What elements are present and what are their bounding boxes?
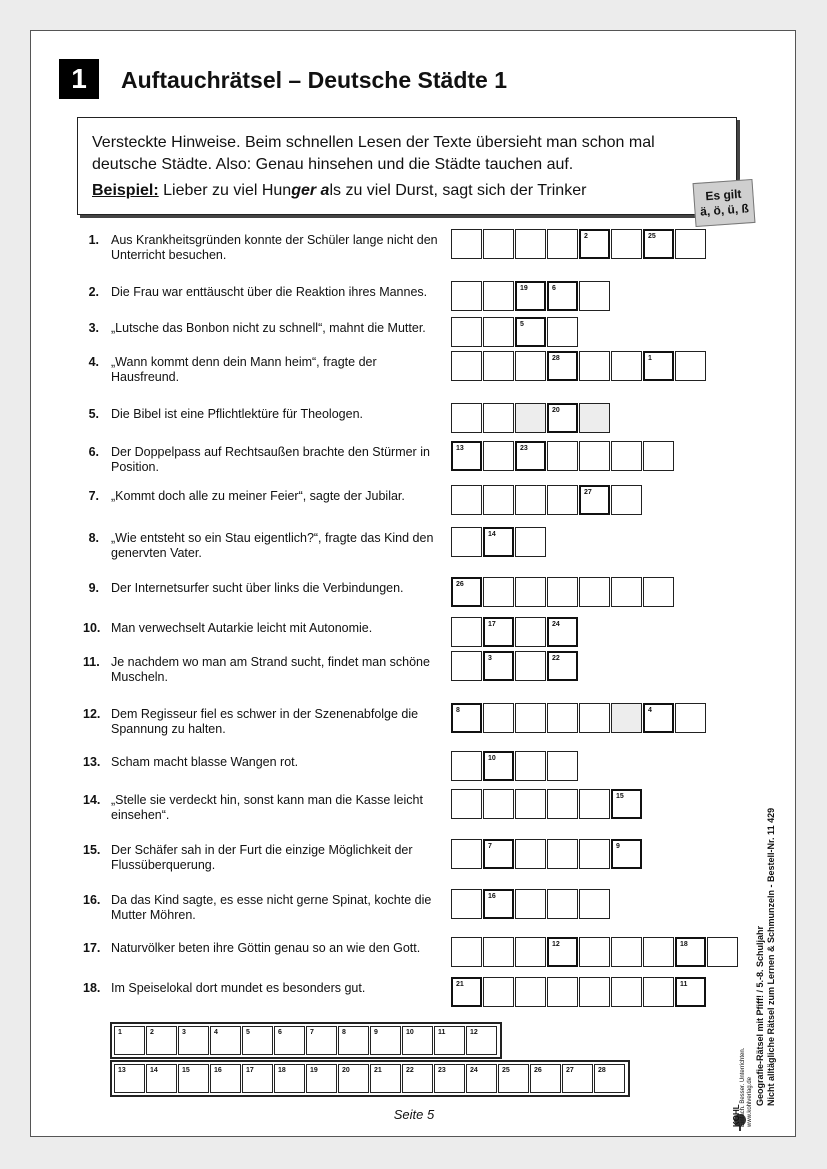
solution-box[interactable] (242, 1064, 273, 1093)
answer-boxes (451, 351, 707, 381)
solution-box-number: 23 (438, 1067, 446, 1074)
answer-box[interactable] (579, 229, 610, 259)
solution-box-number: 18 (278, 1067, 286, 1074)
answer-box[interactable] (579, 403, 610, 433)
riddle-row (31, 793, 797, 827)
answer-boxes (451, 485, 643, 515)
riddle-number: 8. (88, 531, 99, 545)
answer-box[interactable] (579, 351, 610, 381)
solution-box[interactable] (274, 1026, 305, 1055)
answer-box[interactable] (611, 351, 642, 381)
solution-box-number: 2 (150, 1029, 154, 1036)
answer-box[interactable] (579, 839, 610, 869)
solution-box[interactable] (306, 1064, 337, 1093)
solution-box[interactable] (274, 1064, 305, 1093)
answer-box[interactable] (451, 281, 482, 311)
answer-box[interactable] (611, 441, 642, 471)
answer-box[interactable] (515, 651, 546, 681)
example-text-start: Lieber zu viel Hun (158, 182, 292, 199)
answer-box[interactable] (579, 889, 610, 919)
solution-box-number: 25 (502, 1067, 510, 1074)
answer-box-number: 7 (488, 843, 492, 850)
answer-boxes (451, 617, 579, 647)
solution-box-number: 24 (470, 1067, 478, 1074)
answer-box-number: 3 (488, 655, 492, 662)
answer-boxes (451, 281, 611, 311)
answer-box[interactable] (483, 281, 514, 311)
solution-box[interactable] (114, 1064, 145, 1093)
riddle-row (31, 893, 797, 927)
answer-box-number: 2 (584, 233, 588, 240)
answer-boxes (451, 441, 675, 471)
riddle-number: 7. (88, 489, 99, 503)
solution-box[interactable] (306, 1026, 337, 1055)
riddle-number: 17. (83, 941, 101, 955)
answer-box[interactable] (451, 617, 482, 647)
riddle-row (31, 285, 797, 319)
solution-box-number: 1 (118, 1029, 122, 1036)
answer-box[interactable] (643, 937, 674, 967)
solution-box[interactable] (178, 1026, 209, 1055)
answer-box[interactable] (451, 751, 482, 781)
answer-box-number: 9 (616, 843, 620, 850)
solution-box[interactable] (466, 1064, 497, 1093)
example-line (92, 182, 586, 200)
riddle-sentence: Die Frau war enttäuscht über die Reaktion ihres Mannes. (111, 285, 428, 299)
answer-box[interactable] (451, 839, 482, 869)
answer-box[interactable] (579, 485, 610, 515)
riddle-row (31, 355, 797, 389)
answer-box[interactable] (611, 977, 642, 1007)
solution-box[interactable] (338, 1064, 369, 1093)
solution-box-number: 13 (118, 1067, 126, 1074)
solution-row-2 (110, 1060, 630, 1097)
answer-box[interactable] (675, 977, 706, 1007)
answer-box[interactable] (451, 441, 482, 471)
riddle-sentence: Die Bibel ist eine Pflichtlektüre für Theologen. (111, 407, 363, 421)
answer-box[interactable] (547, 281, 578, 311)
solution-box-number: 19 (310, 1067, 318, 1074)
answer-box[interactable] (547, 403, 578, 433)
solution-box[interactable] (562, 1064, 593, 1093)
answer-box[interactable] (579, 977, 610, 1007)
answer-box[interactable] (515, 789, 546, 819)
answer-box[interactable] (483, 351, 514, 381)
answer-box[interactable] (547, 751, 578, 781)
riddle-number: 4. (88, 355, 99, 369)
riddle-row (31, 445, 797, 479)
answer-box[interactable] (675, 703, 706, 733)
solution-box[interactable] (466, 1026, 497, 1055)
answer-box-number: 12 (552, 941, 560, 948)
solution-box[interactable] (402, 1026, 433, 1055)
sidebar-line-1: Geografie-Rätsel mit Pfiff! / 5.-8. Schuljahr (755, 925, 765, 1106)
riddle-sentence: „Kommt doch alle zu meiner Feier“, sagte der Jubilar. (111, 489, 405, 503)
page-number: Seite 5 (393, 1107, 435, 1122)
answer-box-number: 8 (456, 707, 460, 714)
solution-box[interactable] (402, 1064, 433, 1093)
answer-box-number: 17 (488, 621, 496, 628)
publisher-name: KOHL (732, 1104, 741, 1127)
riddle-number: 11. (83, 655, 100, 669)
answer-box[interactable] (611, 485, 642, 515)
solution-box[interactable] (434, 1026, 465, 1055)
answer-boxes (451, 651, 579, 681)
answer-box[interactable] (515, 617, 546, 647)
sidebar-line-2: Nicht alltägliche Rätsel zum Lernen & Schmunzeln - Bestell-Nr. 11 429 (766, 807, 776, 1106)
answer-box[interactable] (675, 351, 706, 381)
solution-box-number: 15 (182, 1067, 190, 1074)
riddle-number: 18. (83, 981, 101, 995)
riddle-sentence: „Stelle sie verdeckt hin, sonst kann man die Kasse leicht einsehen“. (111, 793, 423, 822)
answer-box[interactable] (515, 351, 546, 381)
answer-box[interactable] (483, 403, 514, 433)
answer-box[interactable] (547, 839, 578, 869)
riddle-sentence: Aus Krankheitsgründen konnte der Schüler lange nicht den Unterricht besuchen. (111, 233, 438, 262)
solution-box[interactable] (530, 1064, 561, 1093)
answer-box[interactable] (483, 977, 514, 1007)
answer-box[interactable] (483, 937, 514, 967)
answer-boxes (451, 889, 611, 919)
riddle-row (31, 233, 797, 267)
answer-box[interactable] (451, 703, 482, 733)
answer-box[interactable] (451, 351, 482, 381)
answer-box-number: 13 (456, 445, 464, 452)
answer-box-number: 25 (648, 233, 656, 240)
solution-box-number: 21 (374, 1067, 382, 1074)
answer-box[interactable] (483, 789, 514, 819)
answer-box-number: 15 (616, 793, 624, 800)
answer-box[interactable] (547, 651, 578, 681)
answer-box[interactable] (515, 229, 546, 259)
answer-box-number: 5 (520, 321, 524, 328)
solution-box[interactable] (146, 1064, 177, 1093)
publisher-tagline: Einfach. Besser. Unterrichten. (740, 1047, 746, 1127)
answer-box[interactable] (643, 977, 674, 1007)
answer-box-number: 20 (552, 407, 560, 414)
answer-box[interactable] (515, 839, 546, 869)
solution-box-number: 3 (182, 1029, 186, 1036)
umlaut-note (693, 179, 756, 227)
answer-boxes (451, 527, 547, 557)
answer-box[interactable] (547, 977, 578, 1007)
solution-box-number: 28 (598, 1067, 606, 1074)
answer-box[interactable] (547, 485, 578, 515)
solution-box-number: 7 (310, 1029, 314, 1036)
answer-box[interactable] (643, 577, 674, 607)
solution-box[interactable] (370, 1064, 401, 1093)
answer-box[interactable] (611, 229, 642, 259)
riddle-sentence: „Lutsche das Bonbon nicht zu schnell“, mahnt die Mutter. (111, 321, 426, 335)
solution-box-number: 9 (374, 1029, 378, 1036)
example-highlight: ger a (291, 182, 330, 199)
answer-box[interactable] (451, 577, 482, 607)
worksheet-page (30, 30, 796, 1137)
riddle-row (31, 621, 797, 655)
riddle-row (31, 321, 797, 355)
answer-box-number: 4 (648, 707, 652, 714)
answer-box-number: 16 (488, 893, 496, 900)
solution-box-number: 8 (342, 1029, 346, 1036)
solution-box-number: 10 (406, 1029, 414, 1036)
riddle-sentence: Man verwechselt Autarkie leicht mit Autonomie. (111, 621, 373, 635)
solution-box-number: 6 (278, 1029, 282, 1036)
answer-box[interactable] (515, 577, 546, 607)
riddle-sentence: „Wann kommt denn dein Mann heim“, fragte der Hausfreund. (111, 355, 377, 384)
answer-box[interactable] (451, 977, 482, 1007)
answer-box[interactable] (451, 403, 482, 433)
answer-box[interactable] (483, 527, 514, 557)
answer-boxes (451, 403, 611, 433)
answer-box[interactable] (579, 441, 610, 471)
answer-box[interactable] (643, 351, 674, 381)
publisher-block (733, 1047, 754, 1127)
answer-box[interactable] (451, 485, 482, 515)
answer-box[interactable] (483, 617, 514, 647)
riddle-row (31, 843, 797, 877)
answer-box[interactable] (483, 839, 514, 869)
solution-box-number: 20 (342, 1067, 350, 1074)
solution-box-number: 4 (214, 1029, 218, 1036)
exercise-number-badge: 1 (59, 59, 99, 99)
solution-box[interactable] (114, 1026, 145, 1055)
solution-box-number: 22 (406, 1067, 414, 1074)
answer-box[interactable] (483, 229, 514, 259)
riddle-number: 14. (83, 793, 101, 807)
riddle-number: 9. (88, 581, 99, 595)
answer-box[interactable] (483, 703, 514, 733)
answer-box[interactable] (547, 703, 578, 733)
example-label: Beispiel: (92, 182, 159, 199)
answer-box[interactable] (515, 937, 546, 967)
solution-box-number: 14 (150, 1067, 158, 1074)
answer-box-number: 28 (552, 355, 560, 362)
answer-box[interactable] (611, 577, 642, 607)
answer-box-number: 1 (648, 355, 652, 362)
solution-row-1 (110, 1022, 502, 1059)
answer-box-number: 21 (456, 981, 464, 988)
publisher-website: www.kohlverlag.de (747, 1076, 753, 1127)
answer-box[interactable] (515, 281, 546, 311)
answer-boxes (451, 839, 643, 869)
answer-box[interactable] (547, 351, 578, 381)
answer-box[interactable] (515, 703, 546, 733)
example-text-end: ls zu viel Durst, sagt sich der Trinker (329, 182, 587, 199)
answer-box-number: 22 (552, 655, 560, 662)
solution-box-number: 26 (534, 1067, 542, 1074)
riddle-number: 13. (83, 755, 101, 769)
answer-box-number: 14 (488, 531, 496, 538)
riddle-number: 10. (83, 621, 101, 635)
umlaut-note-letters: ä, ö, ü, ß (699, 201, 750, 219)
answer-box-number: 6 (552, 285, 556, 292)
solution-box-number: 12 (470, 1029, 478, 1036)
answer-box[interactable] (451, 527, 482, 557)
answer-box[interactable] (515, 977, 546, 1007)
riddle-row (31, 655, 797, 689)
answer-box[interactable] (547, 617, 578, 647)
riddle-sentence: Da das Kind sagte, es esse nicht gerne Spinat, kochte die Mutter Möhren. (111, 893, 432, 922)
answer-box[interactable] (611, 789, 642, 819)
answer-boxes (451, 229, 707, 259)
answer-box[interactable] (675, 937, 706, 967)
answer-box[interactable] (483, 485, 514, 515)
answer-box[interactable] (483, 889, 514, 919)
umlaut-note-title: Es gilt (704, 186, 742, 204)
riddle-sentence: Im Speiselokal dort mundet es besonders gut. (111, 981, 366, 995)
answer-boxes (451, 577, 675, 607)
answer-box[interactable] (547, 789, 578, 819)
solution-box-number: 5 (246, 1029, 250, 1036)
answer-box[interactable] (451, 317, 482, 347)
riddle-number: 16. (83, 893, 101, 907)
solution-box-number: 17 (246, 1067, 254, 1074)
answer-box[interactable] (579, 789, 610, 819)
answer-box[interactable] (547, 577, 578, 607)
answer-box[interactable] (483, 651, 514, 681)
solution-box[interactable] (498, 1064, 529, 1093)
answer-boxes (451, 317, 579, 347)
riddle-row (31, 531, 797, 565)
answer-box[interactable] (547, 441, 578, 471)
solution-box[interactable] (594, 1064, 625, 1093)
answer-box[interactable] (483, 751, 514, 781)
answer-box[interactable] (515, 527, 546, 557)
riddle-sentence: „Wie entsteht so ein Stau eigentlich?“, fragte das Kind den genervten Vater. (111, 531, 434, 560)
solution-box-number: 16 (214, 1067, 222, 1074)
answer-box[interactable] (547, 317, 578, 347)
answer-box[interactable] (579, 703, 610, 733)
answer-box[interactable] (707, 937, 738, 967)
answer-box[interactable] (451, 651, 482, 681)
answer-box[interactable] (579, 577, 610, 607)
answer-box-number: 10 (488, 755, 496, 762)
riddle-number: 3. (88, 321, 99, 335)
riddle-sentence: Der Schäfer sah in der Furt die einzige Möglichkeit der Flussüberquerung. (111, 843, 413, 872)
answer-box[interactable] (483, 441, 514, 471)
solution-box[interactable] (370, 1026, 401, 1055)
answer-box[interactable] (515, 441, 546, 471)
answer-box[interactable] (643, 441, 674, 471)
answer-box[interactable] (611, 937, 642, 967)
answer-box[interactable] (579, 281, 610, 311)
answer-box[interactable] (515, 403, 546, 433)
instructions-box (77, 117, 737, 215)
answer-box[interactable] (483, 577, 514, 607)
answer-box-number: 26 (456, 581, 464, 588)
riddle-row (31, 581, 797, 615)
answer-box[interactable] (515, 485, 546, 515)
answer-box[interactable] (643, 703, 674, 733)
answer-box[interactable] (515, 317, 546, 347)
answer-box-number: 19 (520, 285, 528, 292)
answer-box[interactable] (675, 229, 706, 259)
riddle-number: 5. (88, 407, 99, 421)
riddle-number: 2. (88, 285, 99, 299)
riddle-number: 1. (88, 233, 99, 247)
solution-box[interactable] (338, 1026, 369, 1055)
instructions-text: Versteckte Hinweise. Beim schnellen Lesen der Texte übersieht man schon mal deutsche Städte. Also: Genau hinsehen und die Städte tauchen auf. (92, 134, 655, 173)
riddle-row (31, 489, 797, 523)
answer-boxes (451, 751, 579, 781)
riddle-number: 15. (83, 843, 101, 857)
solution-box-number: 27 (566, 1067, 574, 1074)
solution-box-number: 11 (438, 1029, 446, 1036)
answer-box[interactable] (451, 789, 482, 819)
answer-box-number: 27 (584, 489, 592, 496)
answer-box-number: 23 (520, 445, 528, 452)
answer-box[interactable] (451, 937, 482, 967)
answer-box[interactable] (547, 937, 578, 967)
riddle-sentence: Dem Regisseur fiel es schwer in der Szenenabfolge die Spannung zu halten. (111, 707, 419, 736)
riddle-row (31, 407, 797, 441)
answer-box[interactable] (547, 889, 578, 919)
riddle-sentence: Scham macht blasse Wangen rot. (111, 755, 299, 769)
solution-box[interactable] (146, 1026, 177, 1055)
answer-box[interactable] (547, 229, 578, 259)
answer-box[interactable] (515, 889, 546, 919)
answer-boxes (451, 789, 643, 819)
answer-box-number: 24 (552, 621, 560, 628)
solution-box[interactable] (210, 1064, 241, 1093)
answer-box[interactable] (579, 937, 610, 967)
riddle-sentence: Je nachdem wo man am Strand sucht, findet man schöne Muscheln. (111, 655, 430, 684)
answer-boxes (451, 703, 707, 733)
answer-box[interactable] (451, 889, 482, 919)
solution-box[interactable] (178, 1064, 209, 1093)
riddle-number: 6. (88, 445, 99, 459)
riddle-sentence: Naturvölker beten ihre Göttin genau so an wie den Gott. (111, 941, 421, 955)
answer-boxes (451, 937, 739, 967)
page-title: Auftauchrätsel – Deutsche Städte 1 (121, 67, 508, 93)
riddle-row (31, 755, 797, 789)
solution-box[interactable] (210, 1026, 241, 1055)
riddle-row (31, 707, 797, 741)
answer-box[interactable] (515, 751, 546, 781)
sidebar-info (755, 736, 777, 1106)
answer-box-number: 11 (680, 981, 688, 988)
answer-box[interactable] (451, 229, 482, 259)
answer-box[interactable] (483, 317, 514, 347)
answer-box[interactable] (611, 703, 642, 733)
riddle-row (31, 941, 797, 975)
answer-box[interactable] (611, 839, 642, 869)
solution-box[interactable] (434, 1064, 465, 1093)
riddle-number: 12. (83, 707, 101, 721)
solution-box[interactable] (242, 1026, 273, 1055)
answer-box[interactable] (643, 229, 674, 259)
answer-box-number: 18 (680, 941, 688, 948)
answer-boxes (451, 977, 707, 1007)
riddle-sentence: Der Doppelpass auf Rechtsaußen brachte den Stürmer in Position. (111, 445, 430, 474)
riddle-row (31, 981, 797, 1015)
riddle-sentence: Der Internetsurfer sucht über links die Verbindungen. (111, 581, 404, 595)
